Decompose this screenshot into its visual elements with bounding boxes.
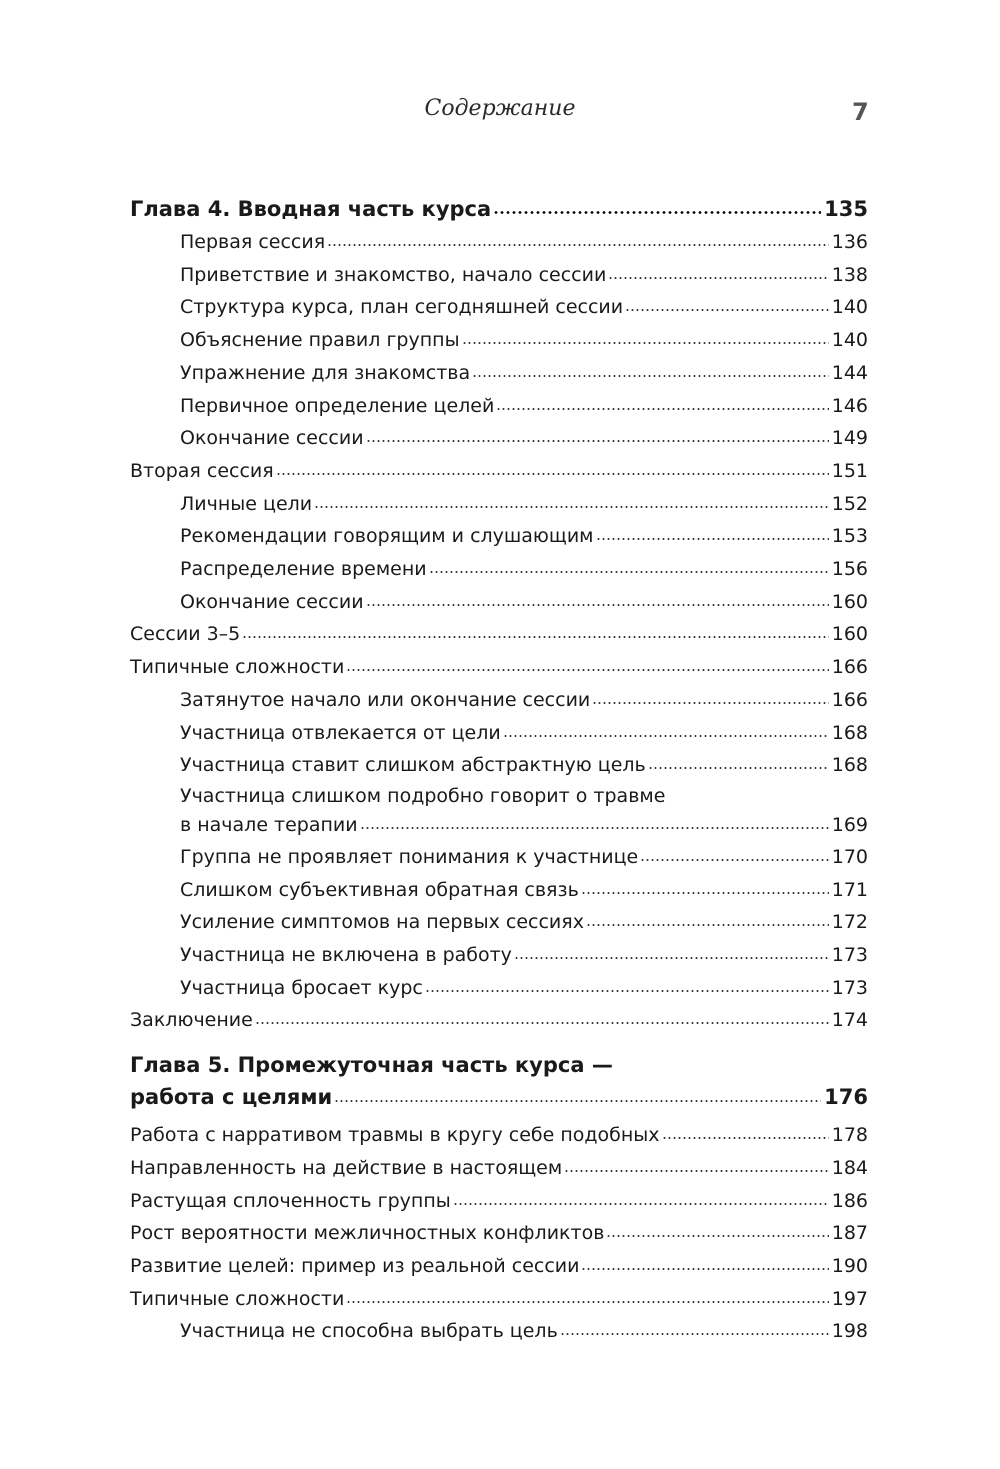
toc-entry-title: Сессии 3–5 <box>130 623 241 646</box>
toc-entry-page: 168 <box>831 721 868 744</box>
toc-entry-title: Первичное определение целей <box>180 394 495 417</box>
toc-entry[interactable] <box>130 1119 868 1152</box>
dot-leader <box>366 603 829 607</box>
toc-entry-page: 173 <box>831 944 868 967</box>
toc-entry-title: Затянутое начало или окончание сессии <box>180 688 591 711</box>
toc-entry-title-line2: в начале терапии <box>180 814 358 837</box>
toc-entry-title: Растущая сплоченность группы <box>130 1189 451 1212</box>
running-title: Содержание <box>424 96 576 121</box>
toc-entry[interactable] <box>130 553 868 586</box>
dot-leader <box>640 858 828 862</box>
toc-entry[interactable] <box>130 1250 868 1283</box>
toc-entry-title: Типичные сложности <box>130 1287 345 1310</box>
toc-entry-title: Приветствие и знакомство, начало сессии <box>180 263 607 286</box>
toc-entry-title: Участница бросает курс <box>180 976 423 999</box>
toc-entry[interactable] <box>130 972 868 1005</box>
dot-leader <box>648 766 829 770</box>
toc-entry-title: Типичные сложности <box>130 656 345 679</box>
toc-entry[interactable] <box>130 390 868 423</box>
toc-entry[interactable] <box>130 259 868 292</box>
toc-group-chapter-5 <box>130 1119 868 1348</box>
toc-entry[interactable] <box>130 749 868 782</box>
toc-entry-page: 166 <box>831 688 868 711</box>
toc-entry-page: 138 <box>831 263 868 286</box>
toc-entry-page: 151 <box>831 459 868 482</box>
toc-entry[interactable] <box>130 717 868 750</box>
dot-leader <box>608 276 828 280</box>
toc-entry-title: Объяснение правил группы <box>180 329 460 352</box>
dot-leader <box>496 407 828 411</box>
toc-entry-title: Окончание сессии <box>180 427 364 450</box>
toc-group-chapter-4-a <box>130 226 868 782</box>
dot-leader <box>596 537 829 541</box>
toc-entry-page: 173 <box>831 976 868 999</box>
toc-entry-title: Развитие целей: пример из реальной сессии <box>130 1254 580 1277</box>
toc-entry-page: 156 <box>831 558 868 581</box>
toc-entry-title: Упражнение для знакомства <box>180 361 471 384</box>
toc-entry-page: 198 <box>831 1320 868 1343</box>
toc-entry-title: Слишком субъективная обратная связь <box>180 878 579 901</box>
toc-entry[interactable] <box>130 618 868 651</box>
toc-entry-page: 135 <box>824 197 868 221</box>
toc-entry-page: 171 <box>831 878 868 901</box>
dot-leader <box>453 1202 829 1206</box>
toc-entry-page: 152 <box>831 492 868 515</box>
toc-entry-title: Вторая сессия <box>130 459 274 482</box>
toc-entry-page: 174 <box>831 1009 868 1032</box>
dot-leader <box>586 923 829 927</box>
dot-leader <box>564 1169 829 1173</box>
toc-entry-page: 197 <box>831 1287 868 1310</box>
toc-entry-page: 190 <box>831 1254 868 1277</box>
toc-entry-page: 160 <box>831 623 868 646</box>
toc-entry[interactable] <box>130 520 868 553</box>
toc-entry-page: 184 <box>831 1156 868 1179</box>
dot-leader <box>472 374 829 378</box>
toc-entry-title: Участница ставит слишком абстрактную цель <box>180 754 646 777</box>
toc-chapter-title-line2: работа с целями <box>130 1085 333 1110</box>
toc-entry-title: Рекомендации говорящим и слушающим <box>180 525 594 548</box>
toc-entry-page: 140 <box>831 296 868 319</box>
toc-entry-title: Участница отвлекается от цели <box>180 721 501 744</box>
dot-leader <box>493 210 821 215</box>
dot-leader <box>425 989 829 993</box>
toc-entry-page: 140 <box>831 329 868 352</box>
toc-entry-page: 153 <box>831 525 868 548</box>
toc-entry-page: 169 <box>831 814 868 837</box>
toc-entry-title: Работа с нарративом травмы в кругу себе подобных <box>130 1124 660 1147</box>
toc-entry-title: Участница не включена в работу <box>180 944 512 967</box>
dot-leader <box>327 243 829 247</box>
toc-entry-title: Группа не проявляет понимания к участнице <box>180 845 639 868</box>
toc-entry[interactable] <box>130 906 868 939</box>
page-number: 7 <box>852 98 869 126</box>
dot-leader <box>662 1136 829 1140</box>
toc-entry-page: 168 <box>831 754 868 777</box>
toc-entry-page: 146 <box>831 394 868 417</box>
toc-entry[interactable] <box>130 488 868 521</box>
dot-leader <box>334 1099 821 1103</box>
toc-entry[interactable] <box>130 1152 868 1185</box>
table-of-contents <box>130 192 868 1348</box>
toc-entry[interactable] <box>130 1004 868 1037</box>
toc-entry-page: 187 <box>831 1222 868 1245</box>
dot-leader <box>255 1021 829 1025</box>
dot-leader <box>592 701 828 705</box>
dot-leader <box>429 570 829 574</box>
toc-entry-title: Рост вероятности межличностных конфликтов <box>130 1222 605 1245</box>
toc-entry-title: Первая сессия <box>180 231 326 253</box>
toc-chapter-5[interactable] <box>130 1049 868 1113</box>
toc-entry-page: 178 <box>831 1124 868 1147</box>
toc-entry-title: Глава 4. Вводная часть курса <box>130 197 492 221</box>
toc-entry-page: 176 <box>824 1085 868 1110</box>
dot-leader <box>346 1300 828 1304</box>
toc-entry[interactable] <box>130 291 868 324</box>
toc-entry-title: Окончание сессии <box>180 590 364 613</box>
dot-leader <box>314 505 829 509</box>
toc-entry[interactable] <box>130 684 868 717</box>
dot-leader <box>606 1234 828 1238</box>
toc-entry[interactable] <box>130 1283 868 1316</box>
toc-entry[interactable] <box>130 226 868 259</box>
dot-leader <box>581 1267 828 1271</box>
toc-chapter-title-line1: Глава 5. Промежуточная часть курса — <box>130 1053 613 1078</box>
toc-entry[interactable] <box>130 324 868 357</box>
dot-leader <box>503 734 829 738</box>
toc-entry[interactable] <box>130 939 868 972</box>
toc-entry-title: Распределение времени <box>180 558 427 581</box>
toc-entry[interactable] <box>130 586 868 619</box>
toc-entry-title: Заключение <box>130 1009 253 1032</box>
toc-entry-title: Структура курса, план сегодняшней сессии <box>180 296 624 319</box>
toc-group-chapter-4-b <box>130 841 868 1037</box>
toc-entry-page: 166 <box>831 656 868 679</box>
toc-entry[interactable] <box>130 1217 868 1250</box>
toc-entry[interactable] <box>130 874 868 907</box>
toc-entry-title: Участница не способна выбрать цель <box>180 1320 558 1343</box>
dot-leader <box>581 891 829 895</box>
dot-leader <box>276 472 829 476</box>
toc-entry-title-line1: Участница слишком подробно говорит о травме <box>180 784 666 807</box>
toc-entry-page: 170 <box>831 845 868 868</box>
dot-leader <box>560 1332 829 1336</box>
dot-leader <box>462 341 829 345</box>
toc-entry-title: Направленность на действие в настоящем <box>130 1156 563 1179</box>
toc-entry[interactable] <box>130 1315 868 1348</box>
toc-entry[interactable] <box>130 651 868 684</box>
toc-entry-page: 186 <box>831 1189 868 1212</box>
dot-leader <box>242 635 828 639</box>
toc-chapter-4[interactable] <box>130 192 868 226</box>
dot-leader <box>346 668 828 672</box>
toc-entry-title: Усиление симптомов на первых сессиях <box>180 911 584 934</box>
toc-entry-title: Личные цели <box>180 492 313 515</box>
toc-entry-multiline[interactable] <box>130 782 868 841</box>
toc-entry-page: 149 <box>831 427 868 450</box>
dot-leader <box>514 956 829 960</box>
toc-entry[interactable] <box>130 1185 868 1218</box>
dot-leader <box>360 826 829 830</box>
dot-leader <box>366 439 829 443</box>
dot-leader <box>625 308 829 312</box>
toc-entry-page: 136 <box>831 231 868 253</box>
toc-entry[interactable] <box>130 422 868 455</box>
toc-entry[interactable] <box>130 357 868 390</box>
toc-entry-page: 160 <box>831 590 868 613</box>
toc-entry-page: 172 <box>831 911 868 934</box>
toc-entry[interactable] <box>130 455 868 488</box>
toc-entry-page: 144 <box>831 361 868 384</box>
toc-entry[interactable] <box>130 841 868 874</box>
